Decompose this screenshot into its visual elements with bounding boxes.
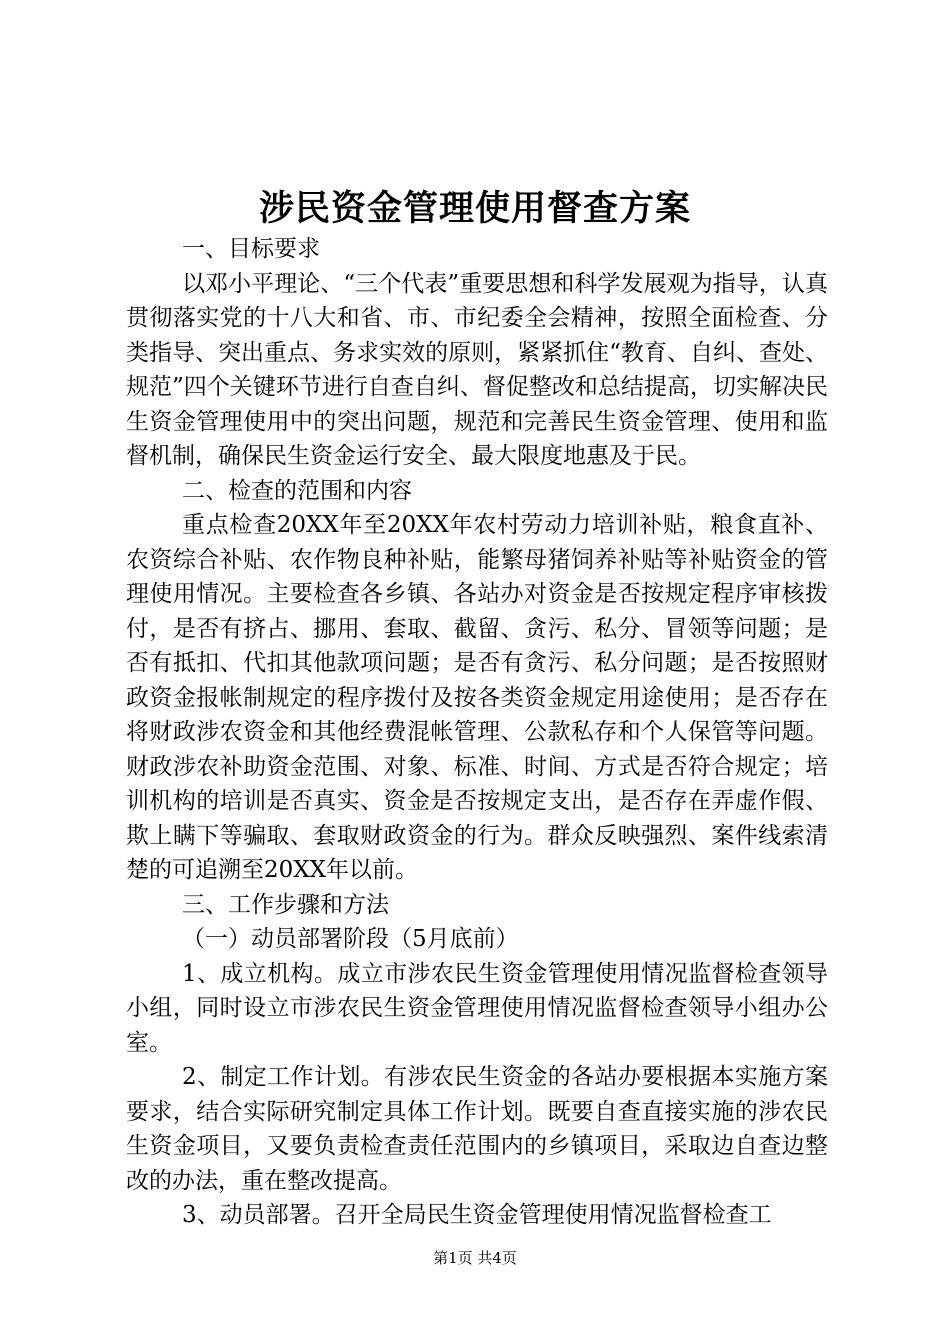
document-title: 涉民资金管理使用督查方案 bbox=[258, 188, 691, 229]
step-item-2: 2、制定工作计划。有涉农民生资金的各站办要根据本实施方案要求，结合实际研究制定具体工作计划。既要自查直接实施的涉农民生资金项目，又要负责检查责任范围内的乡镇项目，采取边自查边整改的办法，重在整改提高。 bbox=[126, 1064, 828, 1194]
section-heading-3: 三、工作步骤和方法 bbox=[182, 891, 389, 918]
document-body bbox=[126, 232, 828, 1233]
page-footer: 第1页 共4页 bbox=[433, 1249, 517, 1267]
paragraph-scope: 重点检查20XX年至20XX年农村劳动力培训补贴，粮食直补、农资综合补贴、农作物良种补贴，能繁母猪饲养补贴等补贴资金的管理使用情况。主要检查各乡镇、各站办对资金是否按规定程序审核拨付，是否有挤占、挪用、套取、截留、贪污、私分、冒领等问题；是否有抵扣、代扣其他款项问题；是否有贪污、私分问题；是否按照财政资金报帐制规定的程序拨付及按各类资金规定用途使用；是否存在将财政涉农资金和其他经费混帐管理、公款私存和个人保管等问题。财政涉农补助资金范围、对象、标准、时间、方式是否符合规定；培训机构的培训是否真实、资金是否按规定支出，是否存在弄虚作假、欺上瞒下等骗取、套取财政资金的行为。群众反映强烈、案件线索清楚的可追溯至20XX年以前。 bbox=[126, 512, 828, 883]
section-heading-1: 一、目标要求 bbox=[182, 236, 320, 262]
step-item-3: 3、动员部署。召开全局民生资金管理使用情况监督检查工 bbox=[182, 1202, 772, 1228]
section-heading-2: 二、检查的范围和内容 bbox=[182, 477, 412, 504]
subsection-heading-1: （一）动员部署阶段（5月底前） bbox=[182, 926, 519, 952]
paragraph-goals: 以邓小平理论、“三个代表”重要思想和科学发展观为指导，认真贯彻落实党的十八大和省、市、市纪委全会精神，按照全面检查、分类指导、突出重点、务求实效的原则，紧紧抓住“教育、自纠、查处、规范”四个关键环节进行自查自纠、督促整改和总结提高，切实解决民生资金管理使用中的突出问题，规范和完善民生资金管理、使用和监督机制，确保民生资金运行安全、最大限度地惠及于民。 bbox=[126, 270, 828, 469]
step-item-1: 1、成立机构。成立市涉农民生资金管理使用情况监督检查领导小组，同时设立市涉农民生资金管理使用情况监督检查领导小组办公室。 bbox=[126, 960, 828, 1056]
